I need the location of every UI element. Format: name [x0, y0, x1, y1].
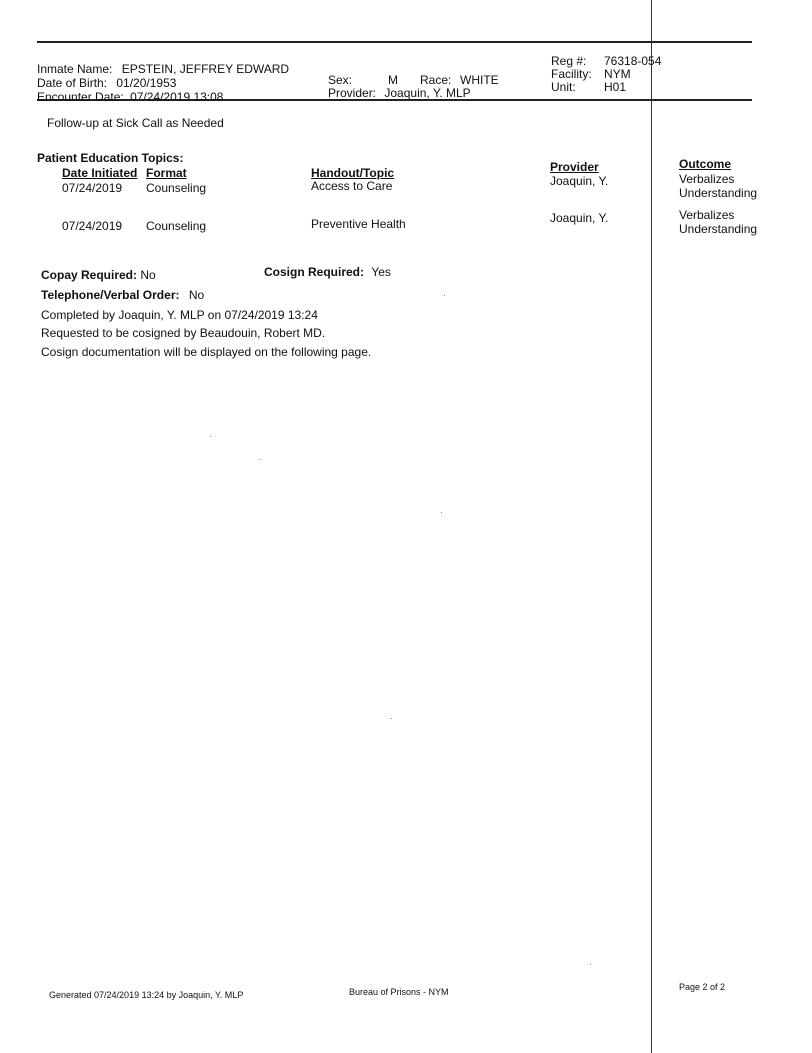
dob-row — [37, 76, 176, 90]
copay-row — [41, 268, 156, 282]
telephone-value: No — [188, 288, 205, 302]
row1-date: 07/24/2019 — [62, 181, 123, 195]
row2-provider: Joaquin, Y. — [550, 211, 609, 225]
row2-topic: Preventive Health — [311, 217, 406, 231]
facility-value: NYM — [604, 67, 631, 81]
scan-speck — [210, 436, 211, 437]
unit-label: Unit: — [551, 80, 576, 94]
followup-text: Follow-up at Sick Call as Needed — [47, 116, 224, 130]
column-provider: Provider — [550, 160, 599, 174]
row1-outcome-line2: Understanding — [679, 186, 758, 200]
inmate-name-row — [37, 62, 289, 76]
row1-outcome-line1: Verbalizes — [679, 172, 735, 186]
row2-format: Counseling — [146, 219, 207, 233]
cosign-label: Cosign Required: — [264, 265, 365, 279]
scan-edge-line — [651, 0, 652, 1053]
copay-value: No — [140, 268, 156, 282]
footer-generated: Generated 07/24/2019 13:24 by Joaquin, Y. MLP — [49, 990, 244, 1000]
row1-format: Counseling — [146, 181, 207, 195]
scan-speck — [444, 295, 445, 296]
requested-text: Requested to be cosigned by Beaudouin, Robert MD. — [41, 326, 326, 340]
footer-page-number: Page 2 of 2 — [679, 982, 726, 992]
row2-date: 07/24/2019 — [62, 219, 123, 233]
scan-speck — [391, 718, 392, 719]
encounter-label: Encounter Date: — [37, 90, 124, 104]
telephone-row — [41, 288, 204, 302]
cosign-note: Cosign documentation will be displayed on the following page. — [41, 345, 372, 359]
encounter-row — [37, 90, 223, 104]
dob-label: Date of Birth: — [37, 76, 108, 90]
provider-row — [328, 86, 471, 100]
header-top-rule — [37, 41, 752, 43]
reg-label: Reg #: — [551, 54, 587, 68]
inmate-name: EPSTEIN, JEFFREY EDWARD — [121, 62, 290, 76]
cosign-value: Yes — [371, 265, 391, 279]
unit-value: H01 — [604, 80, 627, 94]
scan-speck — [590, 964, 591, 965]
column-date-initiated: Date Initiated — [62, 166, 138, 180]
row1-topic: Access to Care — [311, 179, 393, 193]
copay-label: Copay Required: — [41, 268, 138, 282]
reg-value: 76318-054 — [604, 54, 662, 68]
row1-provider: Joaquin, Y. — [550, 174, 609, 188]
column-format: Format — [146, 166, 187, 180]
column-outcome: Outcome — [679, 157, 732, 171]
telephone-label: Telephone/Verbal Order: — [41, 288, 180, 302]
scan-speck — [441, 512, 442, 513]
encounter-date: 07/24/2019 13:08 — [130, 90, 224, 104]
cosign-row — [264, 265, 391, 279]
inmate-name-label: Inmate Name: — [37, 62, 113, 76]
sex-value: M — [388, 73, 398, 87]
race-value: WHITE — [460, 73, 499, 87]
dob-value: 01/20/1953 — [116, 76, 177, 90]
row2-outcome-line1: Verbalizes — [679, 208, 735, 222]
facility-label: Facility: — [551, 67, 592, 81]
column-handout-topic: Handout/Topic — [311, 166, 395, 180]
completed-text: Completed by Joaquin, Y. MLP on 07/24/2019 13:24 — [41, 308, 318, 322]
provider-label: Provider: — [328, 86, 377, 100]
race-label: Race: — [420, 73, 452, 87]
sex-label: Sex: — [328, 73, 353, 87]
row2-outcome-line2: Understanding — [679, 222, 758, 236]
provider-value: Joaquin, Y. MLP — [384, 86, 471, 100]
scan-speck — [260, 459, 261, 460]
footer-bureau: Bureau of Prisons - NYM — [349, 987, 449, 997]
education-heading: Patient Education Topics: — [37, 151, 184, 165]
